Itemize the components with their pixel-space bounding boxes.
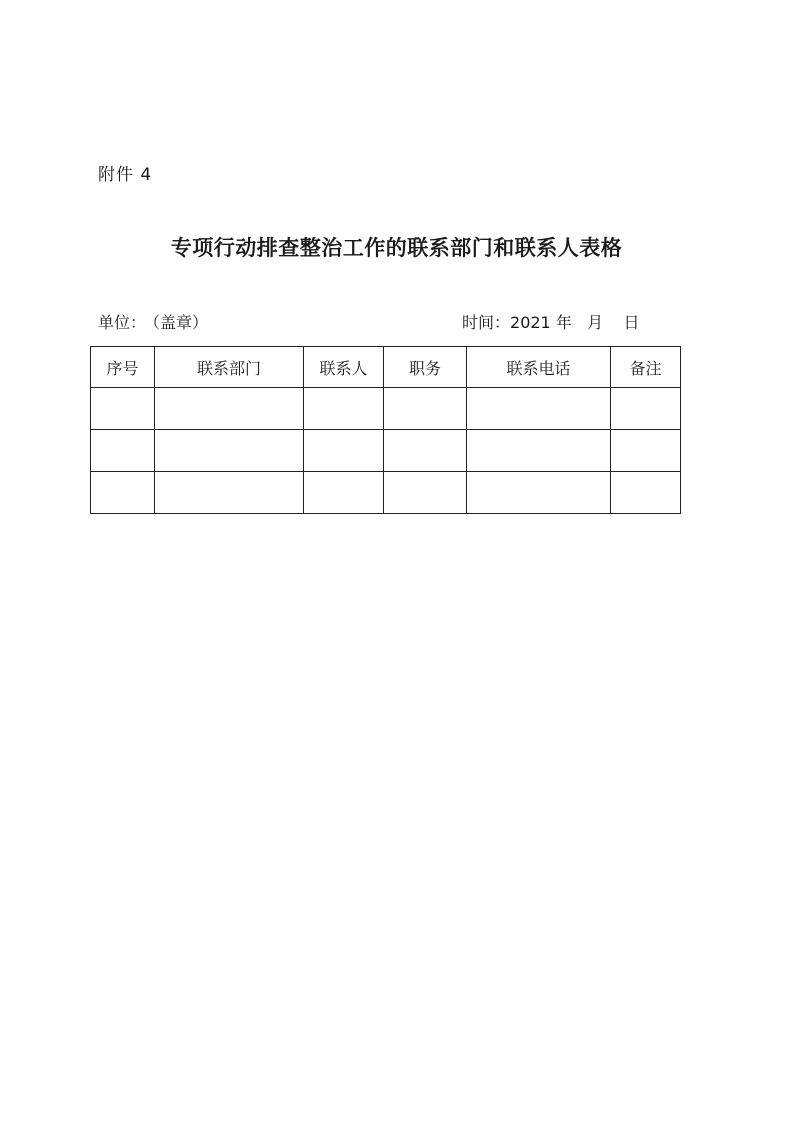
unit-label: 单位： <box>98 313 147 332</box>
header-phone: 联系电话 <box>467 347 611 388</box>
cell-contact-person <box>304 472 384 514</box>
cell-department <box>155 388 304 430</box>
date-month-unit: 月 <box>587 313 604 332</box>
table-row <box>91 388 681 430</box>
cell-phone <box>467 388 611 430</box>
stamp-note: （盖章） <box>152 313 209 332</box>
table-header-row <box>91 347 681 388</box>
cell-position <box>384 388 467 430</box>
cell-position <box>384 472 467 514</box>
unit-line <box>98 310 208 333</box>
cell-index <box>91 388 155 430</box>
cell-department <box>155 472 304 514</box>
document-title: 专项行动排查整治工作的联系部门和联系人表格 <box>170 235 623 260</box>
header-department: 联系部门 <box>155 347 304 388</box>
date-label: 时间： <box>462 313 511 332</box>
cell-phone <box>467 430 611 472</box>
header-contact-person: 联系人 <box>304 347 384 388</box>
header-position: 职务 <box>384 347 467 388</box>
contact-table <box>90 346 681 514</box>
cell-index <box>91 472 155 514</box>
cell-department <box>155 430 304 472</box>
cell-remarks <box>611 388 681 430</box>
cell-remarks <box>611 430 681 472</box>
header-remarks: 备注 <box>611 347 681 388</box>
cell-remarks <box>611 472 681 514</box>
cell-contact-person <box>304 430 384 472</box>
table-row <box>91 472 681 514</box>
date-year: 2021 <box>510 313 551 332</box>
header-index: 序号 <box>91 347 155 388</box>
cell-index <box>91 430 155 472</box>
date-line <box>462 310 639 333</box>
cell-phone <box>467 472 611 514</box>
date-day-unit: 日 <box>623 313 640 332</box>
cell-position <box>384 430 467 472</box>
cell-contact-person <box>304 388 384 430</box>
date-year-unit: 年 <box>555 313 572 332</box>
table-row <box>91 430 681 472</box>
attachment-label: 附件 4 <box>98 165 153 185</box>
